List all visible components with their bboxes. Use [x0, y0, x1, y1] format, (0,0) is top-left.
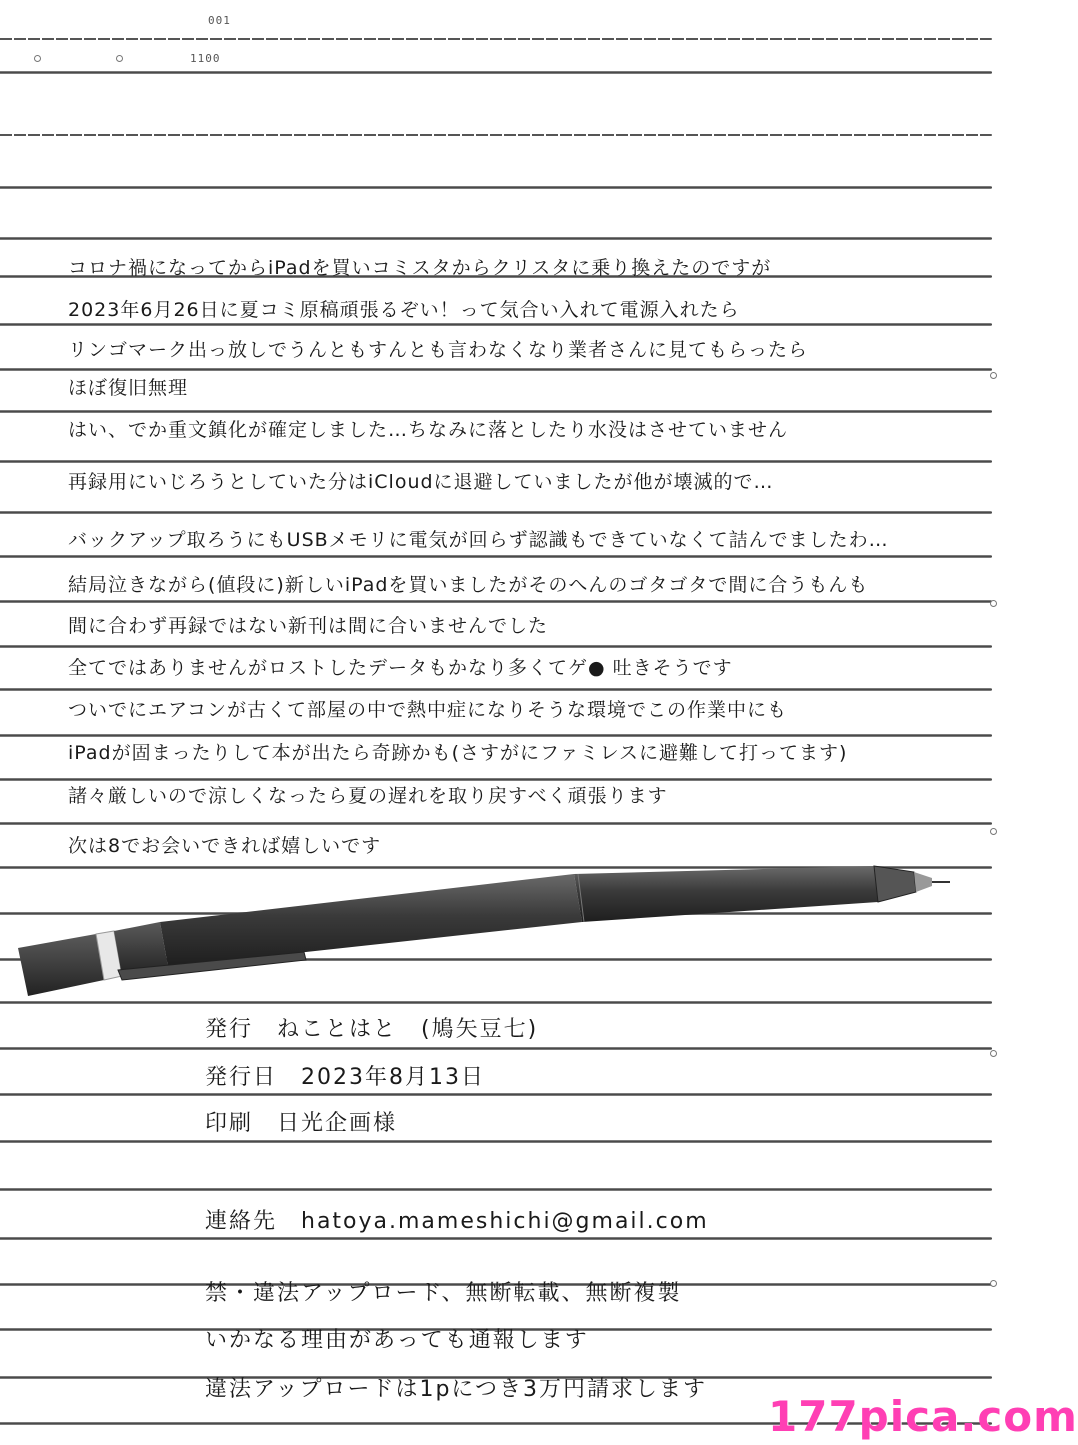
- binder-hole: [990, 1050, 997, 1057]
- notice-line: 禁・違法アップロード、無断転載、無断複製: [205, 1281, 682, 1306]
- publish-date-line: 発行日 2023年8月13日: [205, 1065, 485, 1090]
- body-line: 2023年6月26日に夏コミ原稿頑張るぞい！って気合い入れて電源入れたら: [68, 299, 740, 321]
- publisher-line: 発行 ねことはと (鳩矢豆七): [205, 1017, 539, 1042]
- ruled-line: [0, 688, 992, 691]
- body-line: リンゴマーク出っ放しでうんともすんとも言わなくなり業者さんに見てもらったら: [68, 339, 809, 361]
- body-line: ほぼ復旧無理: [68, 377, 189, 399]
- ruled-line: [0, 134, 992, 136]
- ruled-line: [0, 511, 992, 514]
- notice-line: 違法アップロードは1pにつき3万円請求します: [205, 1377, 707, 1402]
- ruled-line: [0, 71, 992, 74]
- body-line: 間に合わず再録ではない新刊は間に合いませんでした: [68, 615, 549, 637]
- body-line: 結局泣きながら(値段に)新しいiPadを買いましたがそのへんのゴタゴタで間に合うもんも: [68, 574, 869, 596]
- ruled-line: [0, 600, 992, 603]
- binder-hole: [990, 372, 997, 379]
- ruled-line: [0, 555, 992, 558]
- ruled-line: [0, 410, 992, 413]
- site-watermark: 177pica.com: [768, 1392, 1078, 1441]
- contact-line: 連絡先 hatoya.mameshichi@gmail.com: [205, 1209, 709, 1234]
- body-line: ついでにエアコンが古くて部屋の中で熱中症になりそうな環境でこの作業中にも: [68, 699, 788, 721]
- body-line: 諸々厳しいので涼しくなったら夏の遅れを取り戻すべく頑張ります: [68, 785, 668, 807]
- mechanical-pencil-icon: [14, 860, 964, 1010]
- ruled-line: [0, 186, 992, 189]
- ruled-line: [0, 734, 992, 737]
- notice-line: いかなる理由があっても通報します: [205, 1328, 589, 1353]
- binder-hole: [990, 1280, 997, 1287]
- ruled-line: [0, 1188, 992, 1191]
- ruled-line: [0, 822, 992, 825]
- body-line: はい、でか重文鎮化が確定しました…ちなみに落としたり水没はさせていません: [68, 419, 789, 441]
- ruled-line: [0, 778, 992, 781]
- ruled-line: [0, 38, 992, 40]
- ruled-line: [0, 645, 992, 648]
- body-line: iPadが固まったりして本が出たら奇跡かも(さすがにファミレスに避難して打ってます): [68, 742, 848, 764]
- ruled-line: [0, 1140, 992, 1143]
- binder-hole: [990, 600, 997, 607]
- ruled-line: [0, 368, 992, 371]
- body-line: 再録用にいじろうとしていた分はiCloudに退避していましたが他が壊滅的で…: [68, 471, 774, 493]
- ruled-line: [0, 1047, 992, 1050]
- ruled-line: [0, 237, 992, 240]
- body-line: バックアップ取ろうにもUSBメモリに電気が回らず認識もできていなくて詰んでましたわ…: [68, 529, 889, 551]
- printer-line: 印刷 日光企画様: [205, 1111, 398, 1136]
- body-line: 次は8でお会いできれば嬉しいです: [68, 835, 382, 857]
- ruled-line: [0, 460, 992, 463]
- ruled-line: [0, 1093, 992, 1096]
- binder-hole: [34, 55, 41, 62]
- ruled-line: [0, 1237, 992, 1240]
- corner-tag-bottom: 1100: [190, 52, 221, 65]
- body-line: 全てではありませんがロストしたデータもかなり多くてゲ● 吐きそうです: [68, 657, 733, 679]
- binder-hole: [990, 828, 997, 835]
- binder-hole: [116, 55, 123, 62]
- ruled-line: [0, 323, 992, 326]
- corner-tag-top: 001: [208, 14, 231, 27]
- body-line: コロナ禍になってからiPadを買いコミスタからクリスタに乗り換えたのですが: [68, 257, 772, 279]
